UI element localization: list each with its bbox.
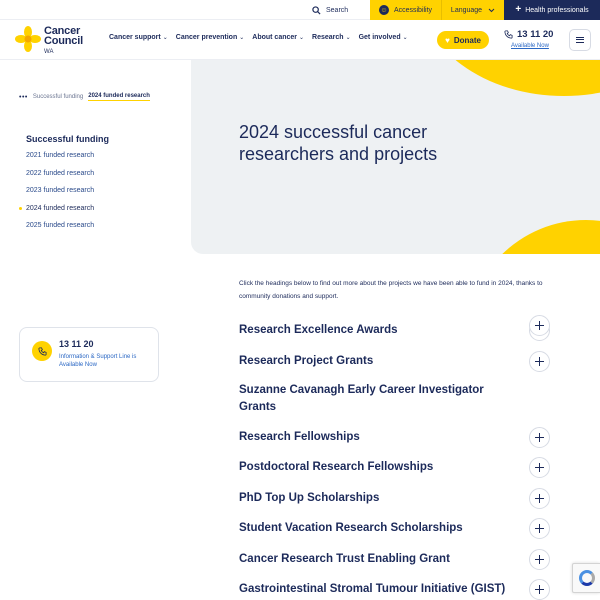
nav-cancer-support[interactable] xyxy=(109,34,168,41)
recaptcha-icon xyxy=(579,570,595,586)
accordion-title: Gastrointestinal Stromal Tumour Initiative (GIST) xyxy=(239,583,506,595)
support-line-text: Information & Support Line is Available Now xyxy=(59,354,137,368)
support-line-card[interactable] xyxy=(19,327,159,382)
ellipsis-icon[interactable]: ••• xyxy=(19,93,28,101)
phone-icon xyxy=(32,341,52,361)
breadcrumb xyxy=(19,93,150,101)
health-professionals-button[interactable] xyxy=(504,0,600,20)
nav-about-cancer[interactable] xyxy=(252,34,304,41)
side-nav xyxy=(26,134,109,238)
phone-availability-link[interactable]: Available Now xyxy=(511,43,549,49)
side-nav-item-2022[interactable] xyxy=(26,168,109,186)
chevron-down-icon: ⌄ xyxy=(162,35,168,41)
expand-plus-icon[interactable] xyxy=(529,315,550,336)
accordion-title: Research Excellence Awards xyxy=(239,324,398,336)
side-nav-item-2024[interactable] xyxy=(26,203,109,221)
side-nav-label: 2021 funded research xyxy=(26,152,95,159)
accessibility-button[interactable] xyxy=(370,0,441,20)
expand-plus-icon[interactable] xyxy=(529,518,550,539)
logo[interactable] xyxy=(15,26,83,57)
donate-button[interactable] xyxy=(437,31,489,49)
side-nav-label: 2022 funded research xyxy=(26,169,95,177)
breadcrumb-parent[interactable]: Successful funding xyxy=(32,94,84,100)
nav-label: Research xyxy=(312,34,344,41)
side-nav-item-2025[interactable] xyxy=(26,220,109,238)
chevron-down-icon: ⌄ xyxy=(239,35,245,41)
expand-plus-icon[interactable] xyxy=(529,488,550,509)
heart-icon: ♥ xyxy=(445,35,450,45)
intro-text: Click the headings below to find out more about the projects we have been able to fund in 2024, thanks to community donations and support. xyxy=(239,280,543,300)
chevron-down-icon: ⌄ xyxy=(299,35,305,41)
side-nav-label: 2023 funded research xyxy=(26,187,95,194)
recaptcha-badge[interactable] xyxy=(572,563,600,593)
accordion-title: Suzanne Cavanagh Early Career Investigator Grants xyxy=(239,384,484,413)
phone-number: 13 11 20 xyxy=(517,29,554,40)
accordion-title: PhD Top Up Scholarships xyxy=(239,492,380,504)
logo-text-cancer: Cancer xyxy=(44,25,81,37)
decorative-shape xyxy=(419,60,600,96)
phone-contact[interactable] xyxy=(504,29,556,49)
active-bullet-icon xyxy=(19,207,22,210)
nav-label: About cancer xyxy=(252,34,297,41)
accessibility-label: Accessibility xyxy=(393,6,433,14)
expand-plus-icon[interactable] xyxy=(529,351,550,372)
accessibility-icon: ☺ xyxy=(380,6,388,14)
health-professionals-label: Health professionals xyxy=(525,6,589,14)
chevron-down-icon xyxy=(488,8,495,13)
search-label: Search xyxy=(326,6,349,14)
plus-icon: + xyxy=(515,4,522,15)
nav-research[interactable] xyxy=(312,34,351,41)
side-nav-label: 2024 funded research xyxy=(26,204,95,212)
menu-button[interactable] xyxy=(569,29,591,51)
side-nav-label: 2025 funded research xyxy=(26,222,95,229)
decorative-shape xyxy=(466,220,600,254)
utility-bar xyxy=(0,0,600,20)
daffodil-logo-icon xyxy=(15,26,41,52)
expand-plus-icon[interactable] xyxy=(529,549,550,570)
accordion-title: Research Project Grants xyxy=(239,355,374,367)
expand-plus-icon[interactable] xyxy=(529,457,550,478)
nav-get-involved[interactable] xyxy=(359,34,408,41)
search-icon xyxy=(312,6,321,15)
nav-label: Cancer support xyxy=(109,34,161,41)
nav-label: Cancer prevention xyxy=(175,34,238,41)
nav-cancer-prevention[interactable] xyxy=(176,34,245,41)
expand-plus-icon[interactable] xyxy=(529,579,550,600)
nav-label: Get involved xyxy=(358,34,401,41)
logo-text-council: Council xyxy=(44,35,83,47)
phone-icon xyxy=(504,30,513,39)
support-phone-number: 13 11 20 xyxy=(59,339,94,349)
page-title: 2024 successful cancer researchers and projects xyxy=(239,122,438,164)
accordion-title: Postdoctoral Research Fellowships xyxy=(239,461,434,473)
breadcrumb-current: 2024 funded research xyxy=(88,93,150,99)
accordion-title: Cancer Research Trust Enabling Grant xyxy=(239,553,450,565)
language-selector[interactable] xyxy=(441,0,504,20)
main-header xyxy=(0,20,600,60)
logo-region: WA xyxy=(44,49,54,55)
chevron-down-icon: ⌄ xyxy=(345,35,351,41)
hero-banner xyxy=(191,60,600,254)
hamburger-icon xyxy=(576,37,584,43)
donate-label: Donate xyxy=(453,35,481,45)
language-label: Language xyxy=(450,6,483,14)
side-nav-title[interactable]: Successful funding xyxy=(26,134,110,144)
chevron-down-icon: ⌄ xyxy=(402,35,408,41)
expand-plus-icon[interactable] xyxy=(529,427,550,448)
main-nav xyxy=(109,34,416,41)
accordion-title: Student Vacation Research Scholarships xyxy=(239,522,463,534)
search-button[interactable] xyxy=(312,0,348,20)
accordion-title: Research Fellowships xyxy=(239,431,360,443)
side-nav-item-2021[interactable] xyxy=(26,150,109,168)
side-nav-item-2023[interactable] xyxy=(26,185,109,203)
